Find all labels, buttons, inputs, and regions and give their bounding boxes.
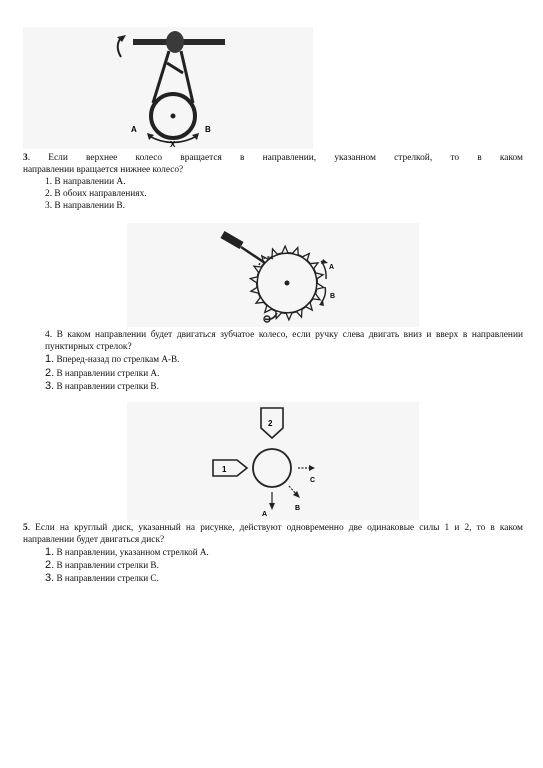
question-3-options bbox=[45, 176, 147, 212]
label-x: X bbox=[170, 140, 176, 149]
question-4-option-3: 3. В направлении стрелки В. bbox=[45, 380, 159, 392]
gear-tooth bbox=[282, 246, 288, 253]
belt-cross bbox=[167, 63, 183, 73]
question-3-line2: направлении вращается нижнее колесо? bbox=[23, 165, 184, 175]
gear-tooth bbox=[286, 313, 292, 320]
arrow-a-head-icon bbox=[269, 503, 275, 510]
gear-tooth bbox=[315, 273, 323, 279]
question-3-option-3: 3. В направлении В. bbox=[45, 201, 126, 211]
question-5-text bbox=[23, 522, 523, 546]
rotation-arrow-icon bbox=[118, 39, 121, 57]
question-5-options bbox=[45, 546, 209, 585]
gear-tooth bbox=[316, 283, 323, 289]
disk-forces-diagram bbox=[127, 402, 419, 520]
question-5-number: 5 bbox=[23, 523, 28, 533]
question-3-line1 bbox=[23, 152, 523, 164]
label-b: B bbox=[205, 125, 211, 134]
question-5-option-1: 1. В направлении, указанном стрелкой А. bbox=[45, 546, 209, 558]
bottom-pulley-axle bbox=[171, 114, 176, 119]
disk-label-c: C bbox=[310, 477, 316, 484]
question-4-option-2: 2. В направлении стрелки А. bbox=[45, 366, 160, 379]
belt-drive-diagram bbox=[23, 27, 313, 149]
belt-drive-figure bbox=[23, 27, 313, 149]
question-4-text: 4. В каком направлении будет двигаться зубчатое колесо, если ручку слева двигать вниз и вверх в направлении пунктирных стрелок? bbox=[45, 330, 523, 352]
question-5-option-3: 3. В направлении стрелки С. bbox=[45, 572, 159, 584]
gear-diagram bbox=[127, 223, 419, 327]
question-3-option-2: 2. В обоих направлениях. bbox=[45, 189, 147, 199]
disk-label-a: A bbox=[262, 511, 268, 518]
gear-label-a: A bbox=[329, 264, 335, 271]
question-4-option-1: 1. Вперед-назад по стрелкам А-В. bbox=[45, 353, 180, 365]
question-4-options bbox=[45, 353, 179, 394]
arrow-b-icon bbox=[321, 287, 326, 303]
question-5-body: . Если на круглый диск, указанный на рисунке, действуют одновременно две одинаковые силы 1 и 2, то в каком направлении будет двигаться диск? bbox=[23, 523, 523, 545]
gear-tooth bbox=[250, 277, 257, 283]
question-5-option-2: 2. В направлении стрелки В. bbox=[45, 559, 159, 571]
arrow-a-head-icon bbox=[321, 259, 328, 264]
round-disk bbox=[253, 449, 291, 487]
question-3-option-1: 1. В направлении А. bbox=[45, 177, 126, 187]
arrow-b-head-icon bbox=[192, 133, 199, 140]
gear-label-b: B bbox=[330, 293, 336, 300]
label-a: A bbox=[131, 125, 137, 134]
handle-grip bbox=[220, 231, 243, 249]
gear-figure bbox=[127, 223, 419, 327]
force-1-arrow-icon bbox=[213, 460, 247, 476]
gear-tooth bbox=[251, 287, 259, 293]
arrow-a-head-icon bbox=[147, 133, 154, 140]
gear-tooth bbox=[292, 248, 298, 256]
force-1-label: 1 bbox=[222, 465, 227, 474]
force-2-label: 2 bbox=[268, 419, 273, 428]
gear-axle bbox=[285, 281, 290, 286]
question-3-number: 3 bbox=[23, 153, 28, 163]
gear-wheel bbox=[250, 246, 323, 320]
disk-label-b: B bbox=[295, 505, 301, 512]
arrow-c-head-icon bbox=[309, 465, 315, 471]
top-pulley bbox=[166, 31, 184, 53]
disk-forces-figure bbox=[127, 402, 419, 520]
question-3-text-line1: . Если верхнее колесо вращается в направлении, указанном стрелкой, то в каком bbox=[27, 153, 523, 163]
